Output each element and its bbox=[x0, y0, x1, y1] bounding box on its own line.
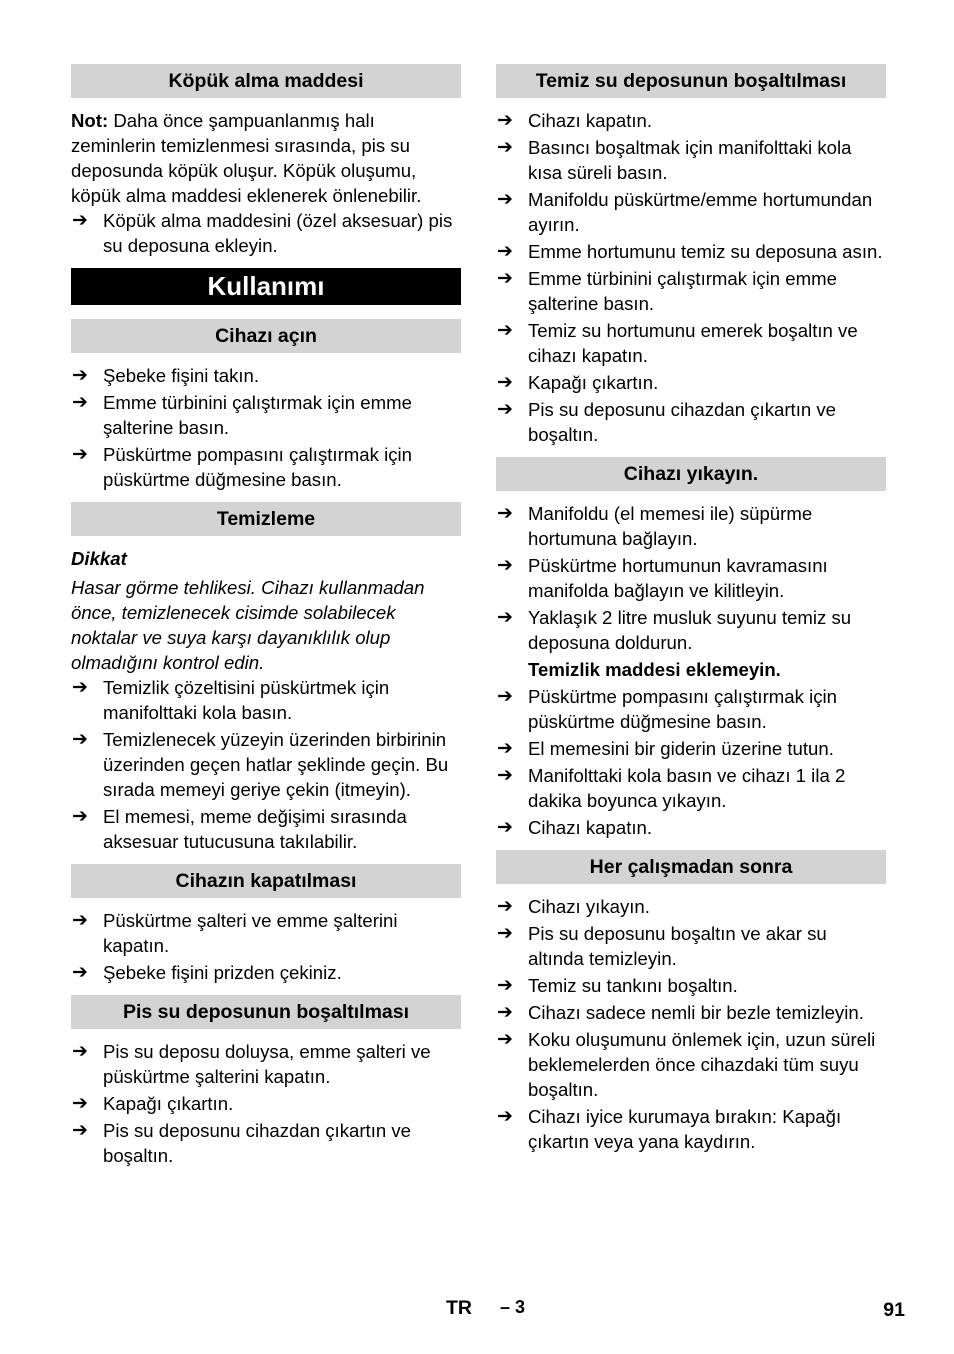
arrow-right-icon: ➔ bbox=[497, 137, 513, 158]
list-item bbox=[71, 908, 461, 958]
arrow-right-icon: ➔ bbox=[497, 1002, 513, 1023]
list-item-text: Pis su deposu doluysa, emme şalteri ve püskürtme şalterini kapatın. bbox=[103, 1041, 431, 1087]
list-item-text: Kapağı çıkartın. bbox=[528, 372, 659, 393]
list-item bbox=[496, 921, 886, 971]
list-item-text: Püskürtme pompasını çalıştırmak için püskürtme düğmesine basın. bbox=[103, 444, 412, 490]
list-item bbox=[71, 1091, 461, 1116]
list-item-text: El memesi, meme değişimi sırasında aksesuar tutucusuna takılabilir. bbox=[103, 806, 407, 852]
fresh-heading: Temiz su deposunun boşaltılması bbox=[496, 64, 886, 98]
list-item bbox=[71, 960, 461, 985]
list-item bbox=[496, 135, 886, 185]
list-item bbox=[71, 363, 461, 388]
list-item bbox=[71, 442, 461, 492]
arrow-right-icon: ➔ bbox=[497, 765, 513, 786]
dirty-list bbox=[71, 1039, 461, 1168]
arrow-right-icon: ➔ bbox=[497, 738, 513, 759]
caution-label: Dikkat bbox=[71, 548, 127, 569]
list-item bbox=[496, 187, 886, 237]
list-item-text: Köpük alma maddesini (özel aksesuar) pis su deposuna ekleyin. bbox=[103, 210, 453, 256]
clean-list bbox=[71, 675, 461, 854]
arrow-right-icon: ➔ bbox=[497, 372, 513, 393]
list-item-text: Yaklaşık 2 litre musluk suyunu temiz su deposuna doldurun. bbox=[528, 607, 852, 653]
list-item-text: Manifoldu (el memesi ile) süpürme hortumuna bağlayın. bbox=[528, 503, 813, 549]
list-item-text: Pis su deposunu cihazdan çıkartın ve boşaltın. bbox=[528, 399, 837, 445]
list-item-text: Cihazı iyice kurumaya bırakın: Kapağı çıkartın veya yana kaydırın. bbox=[528, 1106, 842, 1152]
clean-heading: Temizleme bbox=[71, 502, 461, 536]
list-item-text: Temizlik çözeltisini püskürtmek için manifolttaki kola basın. bbox=[103, 677, 390, 723]
on-heading: Cihazı açın bbox=[71, 319, 461, 353]
list-item-text: Cihazı kapatın. bbox=[528, 817, 653, 838]
arrow-right-icon: ➔ bbox=[72, 392, 88, 413]
arrow-right-icon: ➔ bbox=[72, 962, 88, 983]
list-item-text: Pis su deposunu cihazdan çıkartın ve boşaltın. bbox=[103, 1120, 412, 1166]
list-item bbox=[496, 501, 886, 551]
list-item-text: Şebeke fişini takın. bbox=[103, 365, 260, 386]
arrow-right-icon: ➔ bbox=[72, 210, 88, 231]
arrow-right-icon: ➔ bbox=[72, 365, 88, 386]
fresh-list bbox=[496, 108, 886, 447]
list-item bbox=[71, 1039, 461, 1089]
foam-list bbox=[71, 208, 461, 258]
list-item-text: Cihazı kapatın. bbox=[528, 110, 653, 131]
list-item bbox=[496, 763, 886, 813]
arrow-right-icon: ➔ bbox=[497, 268, 513, 289]
arrow-right-icon: ➔ bbox=[497, 896, 513, 917]
arrow-right-icon: ➔ bbox=[497, 923, 513, 944]
right-column bbox=[496, 64, 886, 1156]
footer-lang-code: TR bbox=[446, 1297, 472, 1319]
list-item bbox=[71, 1118, 461, 1168]
list-item-text: Şebeke fişini prizden çekiniz. bbox=[103, 962, 342, 983]
arrow-right-icon: ➔ bbox=[72, 1041, 88, 1062]
after-heading: Her çalışmadan sonra bbox=[496, 850, 886, 884]
list-item-text: Temizlenecek yüzeyin üzerinden birbirinin üzerinden geçen hatlar şeklinde geçin. Bu sırada memeyi geriye çekin (itmeyin). bbox=[103, 729, 449, 800]
arrow-right-icon: ➔ bbox=[72, 806, 88, 827]
list-item-text: Cihazı yıkayın. bbox=[528, 896, 650, 917]
list-item bbox=[496, 397, 886, 447]
list-item-text: Püskürtme şalteri ve emme şalterini kapatın. bbox=[103, 910, 398, 956]
list-item bbox=[496, 553, 886, 603]
list-item bbox=[71, 675, 461, 725]
arrow-right-icon: ➔ bbox=[72, 729, 88, 750]
list-item bbox=[496, 239, 886, 264]
list-item-text: Basıncı boşaltmak için manifolttaki kola kısa süreli basın. bbox=[528, 137, 852, 183]
arrow-right-icon: ➔ bbox=[497, 607, 513, 628]
arrow-right-icon: ➔ bbox=[497, 817, 513, 838]
arrow-right-icon: ➔ bbox=[497, 320, 513, 341]
dirty-heading: Pis su deposunun boşaltılması bbox=[71, 995, 461, 1029]
on-list bbox=[71, 363, 461, 492]
list-item-text: Emme türbinini çalıştırmak için emme şalterine basın. bbox=[528, 268, 837, 314]
note-paragraph bbox=[71, 108, 461, 208]
arrow-right-icon: ➔ bbox=[72, 1120, 88, 1141]
arrow-right-icon: ➔ bbox=[497, 555, 513, 576]
list-item-text: Manifoldu püskürtme/emme hortumundan ayırın. bbox=[528, 189, 873, 235]
list-item bbox=[496, 318, 886, 368]
footer-section-page: – 3 bbox=[500, 1297, 526, 1317]
wash-list-a bbox=[496, 501, 886, 655]
footer-page-number: 91 bbox=[883, 1299, 905, 1321]
wash-heading: Cihazı yıkayın. bbox=[496, 457, 886, 491]
list-item bbox=[496, 736, 886, 761]
list-item bbox=[496, 370, 886, 395]
arrow-right-icon: ➔ bbox=[497, 399, 513, 420]
list-item-text: Püskürtme hortumunun kavramasını manifolda bağlayın ve kilitleyin. bbox=[528, 555, 828, 601]
wash-note: Temizlik maddesi eklemeyin. bbox=[528, 659, 781, 680]
arrow-right-icon: ➔ bbox=[497, 975, 513, 996]
list-item-text: Kapağı çıkartın. bbox=[103, 1093, 234, 1114]
list-item bbox=[71, 208, 461, 258]
list-item bbox=[496, 266, 886, 316]
list-item bbox=[496, 1104, 886, 1154]
list-item-text: Emme türbinini çalıştırmak için emme şalterine basın. bbox=[103, 392, 412, 438]
list-item-text: Manifolttaki kola basın ve cihazı 1 ila 2 dakika boyunca yıkayın. bbox=[528, 765, 846, 811]
arrow-right-icon: ➔ bbox=[497, 1106, 513, 1127]
wash-list-b bbox=[496, 684, 886, 840]
list-item-text: Cihazı sadece nemli bir bezle temizleyin. bbox=[528, 1002, 864, 1023]
foam-heading: Köpük alma maddesi bbox=[71, 64, 461, 98]
caution-text: Hasar görme tehlikesi. Cihazı kullanmadan önce, temizlenecek cisimde solabilecek noktalar ve suya karşı dayanıklılık olup olmadığını kontrol edin. bbox=[71, 577, 425, 673]
arrow-right-icon: ➔ bbox=[72, 677, 88, 698]
arrow-right-icon: ➔ bbox=[72, 444, 88, 465]
arrow-right-icon: ➔ bbox=[72, 1093, 88, 1114]
arrow-right-icon: ➔ bbox=[497, 110, 513, 131]
list-item bbox=[496, 684, 886, 734]
arrow-right-icon: ➔ bbox=[497, 241, 513, 262]
note-text: Daha önce şampuanlanmış halı zeminlerin temizlenmesi sırasında, pis su deposunda köpük oluşur. Köpük oluşumu, köpük alma maddesi eklenerek önlenebilir. bbox=[71, 110, 422, 206]
list-item bbox=[496, 1000, 886, 1025]
list-item bbox=[496, 894, 886, 919]
list-item bbox=[496, 815, 886, 840]
list-item bbox=[71, 390, 461, 440]
arrow-right-icon: ➔ bbox=[497, 1029, 513, 1050]
list-item bbox=[496, 973, 886, 998]
list-item bbox=[496, 108, 886, 133]
list-item-text: Koku oluşumunu önlemek için, uzun süreli beklemelerden önce cihazdaki tüm suyu boşaltın. bbox=[528, 1029, 876, 1100]
arrow-right-icon: ➔ bbox=[497, 503, 513, 524]
list-item-text: Emme hortumunu temiz su deposuna asın. bbox=[528, 241, 883, 262]
left-column bbox=[71, 64, 461, 1170]
list-item bbox=[71, 727, 461, 802]
list-item-text: Temiz su hortumunu emerek boşaltın ve cihazı kapatın. bbox=[528, 320, 858, 366]
list-item-text: Temiz su tankını boşaltın. bbox=[528, 975, 738, 996]
list-item bbox=[71, 804, 461, 854]
list-item-text: Püskürtme pompasını çalıştırmak için püskürtme düğmesine basın. bbox=[528, 686, 837, 732]
arrow-right-icon: ➔ bbox=[497, 686, 513, 707]
list-item bbox=[496, 605, 886, 655]
list-item-text: Pis su deposunu boşaltın ve akar su altında temizleyin. bbox=[528, 923, 827, 969]
arrow-right-icon: ➔ bbox=[497, 189, 513, 210]
off-list bbox=[71, 908, 461, 985]
list-item-text: El memesini bir giderin üzerine tutun. bbox=[528, 738, 834, 759]
note-label: Not: bbox=[71, 110, 109, 131]
main-heading: Kullanımı bbox=[71, 268, 461, 305]
off-heading: Cihazın kapatılması bbox=[71, 864, 461, 898]
list-item bbox=[496, 1027, 886, 1102]
after-list bbox=[496, 894, 886, 1154]
arrow-right-icon: ➔ bbox=[72, 910, 88, 931]
